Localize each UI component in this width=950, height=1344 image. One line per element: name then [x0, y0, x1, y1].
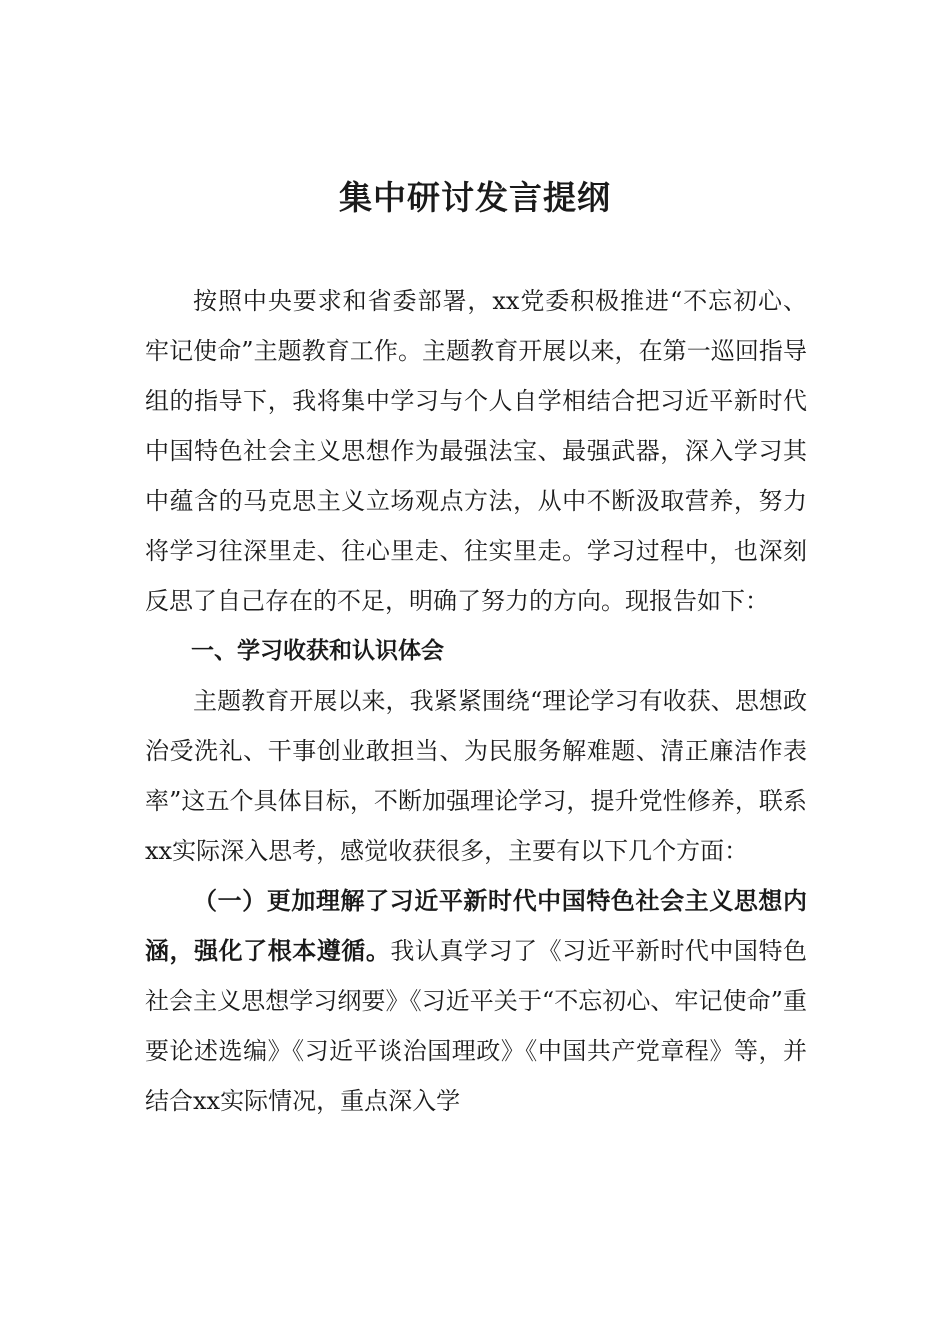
- document-body: [145, 276, 807, 1126]
- subsection-1-paragraph: [145, 876, 807, 1126]
- subsection-1-text: 我认真学习了《习近平新时代中国特色社会主义思想学习纲要》《习近平关于“不忘初心、牢记使命”重要论述选编》《习近平谈治国理政》《中国共产党章程》等，并结合xx实际情况，重点深入学: [145, 937, 808, 1115]
- section-heading-1: 一、学习收获和认识体会: [191, 638, 444, 664]
- intro-paragraph: 按照中央要求和省委部署，xx党委积极推进“不忘初心、牢记使命”主题教育工作。主题教育开展以来，在第一巡回指导组的指导下，我将集中学习与个人自学相结合把习近平新时代中国特色社会主义思想作为最强法宝、最强武器，深入学习其中蕴含的马克思主义立场观点方法，从中不断汲取营养，努力将学习往深里走、往心里走、往实里走。学习过程中，也深刻反思了自己存在的不足，明确了努力的方向。现报告如下：: [145, 287, 807, 615]
- subsection-1-lead: （一）更加理解了习近平新时代中国特色社会主义思想内涵，强化了根本遵循。: [145, 886, 807, 965]
- section-1-paragraph: 主题教育开展以来，我紧紧围绕“理论学习有收获、思想政治受洗礼、干事创业敢担当、为民服务解难题、清正廉洁作表率”这五个具体目标，不断加强理论学习，提升党性修养，联系xx实际深入思考，感觉收获很多，主要有以下几个方面：: [145, 687, 807, 865]
- document-title: 集中研讨发言提纲: [339, 178, 611, 217]
